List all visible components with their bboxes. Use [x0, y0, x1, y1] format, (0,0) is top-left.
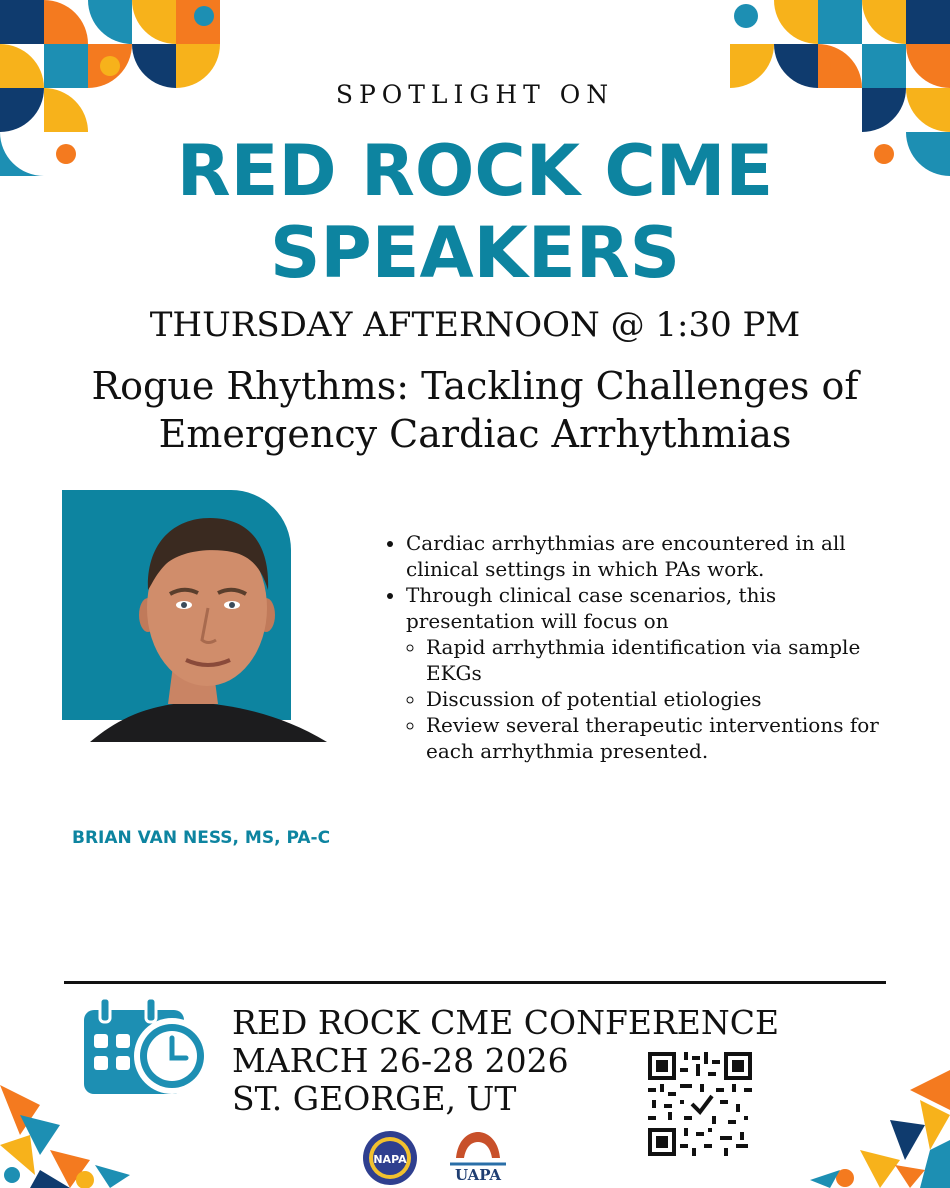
napa-logo	[362, 1130, 418, 1186]
bullet-text: Through clinical case scenarios, this presentation will focus on	[406, 583, 777, 633]
sub-bullet-item: ◦ Review several therapeutic interventions for each arrhythmia presented.	[426, 712, 902, 764]
title-line-2: SPEAKERS	[269, 212, 681, 294]
conference-name: RED ROCK CME CONFERENCE	[232, 1003, 780, 1042]
speaker-photo	[62, 490, 332, 745]
corner-pattern-bottom-right	[800, 1070, 950, 1188]
bullet-item: • Cardiac arrhythmias are encountered in all clinical settings in which PAs work.	[406, 530, 902, 582]
calendar-clock-icon	[84, 998, 214, 1096]
speaker-name: BRIAN VAN NESS, MS, PA-C	[72, 828, 331, 848]
uapa-logo	[446, 1124, 510, 1184]
session-time: THURSDAY AFTERNOON @ 1:30 PM	[149, 305, 801, 345]
topic-line-1: Rogue Rhythms: Tackling Challenges of	[91, 364, 859, 408]
topic-line-2: Emergency Cardiac Arrhythmias	[158, 412, 792, 456]
conference-location: ST. GEORGE, UT	[232, 1079, 517, 1118]
session-topic	[20, 362, 930, 458]
session-description	[382, 530, 902, 764]
conference-dates: MARCH 26-28 2026	[232, 1041, 569, 1080]
uapa-logo-text: UAPA	[454, 1166, 502, 1184]
page-title	[0, 130, 950, 294]
napa-logo-text: NAPA	[373, 1153, 407, 1166]
title-line-1: RED ROCK CME	[176, 130, 774, 212]
sub-bullet-item: ◦ Discussion of potential etiologies	[426, 686, 902, 712]
divider	[64, 981, 886, 984]
spotlight-kicker: SPOTLIGHT ON	[335, 80, 615, 109]
sub-bullet-item: ◦ Rapid arrhythmia identification via sample EKGs	[426, 634, 902, 686]
qr-code-icon[interactable]	[648, 1052, 752, 1156]
bullet-item	[406, 582, 902, 764]
speaker-portrait-icon	[62, 490, 332, 745]
